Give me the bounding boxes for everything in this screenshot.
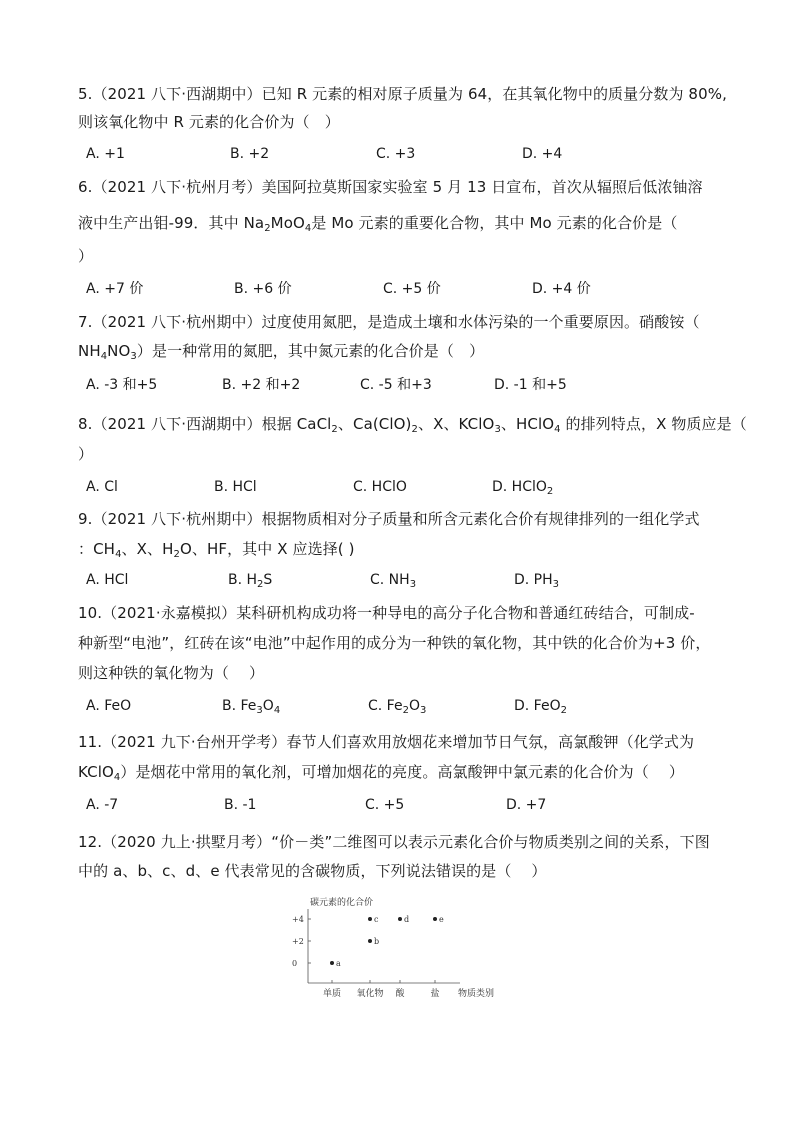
q7-option-d[interactable]: D. -1 和+5	[494, 377, 567, 393]
question-8-line-2	[78, 444, 718, 464]
text: O、HF，其中 X 应选择( )	[179, 540, 355, 558]
text: B. H	[228, 572, 258, 588]
q7-option-c[interactable]: C. -5 和+3	[360, 377, 432, 393]
question-text: 过度使用氮肥，是造成土壤和水体污染的一个重要原因。硝酸铵（	[261, 313, 700, 331]
question-6-line-3	[78, 246, 718, 266]
question-7-line-2	[78, 341, 718, 361]
q11-option-a[interactable]: A. -7	[86, 797, 119, 813]
text: 中的 a、b、c、d、e 代表常见的含碳物质，下列说法错误的是（ ）	[78, 862, 547, 880]
q11-option-d[interactable]: D. +7	[506, 797, 547, 813]
chart-xlabel: 物质类别	[458, 989, 495, 999]
text: KClO	[78, 763, 114, 781]
subscript: 4	[115, 549, 122, 560]
question-text: 美国阿拉莫斯国家实验室 5 月 13 日宣布，首次从辐照后低浓铀溶	[261, 178, 703, 196]
subscript: 3	[409, 579, 417, 590]
text: D. HClO	[492, 479, 547, 495]
text: D. FeO	[514, 698, 561, 714]
text: 的排列特点，X 物质应是（	[560, 415, 747, 433]
text: ：CH	[78, 540, 116, 558]
subscript: 4	[304, 223, 312, 234]
question-9-line-1	[78, 509, 718, 529]
text: B. Fe	[222, 698, 257, 714]
subscript: 3	[130, 351, 137, 362]
text: C. NH	[370, 572, 410, 588]
q8-option-a[interactable]: A. Cl	[86, 479, 118, 495]
chart-y-tick-label: +2	[292, 937, 304, 946]
q10-option-d[interactable]	[514, 697, 567, 715]
chart-point-c	[368, 917, 372, 921]
question-number: 6.	[78, 178, 93, 196]
text: ）是一种常用的氮肥，其中氮元素的化合价是（ ）	[136, 342, 485, 360]
chart-point-d	[398, 917, 402, 921]
question-source: （2021 八下·杭州期中）	[92, 313, 262, 331]
text: ）	[78, 247, 94, 265]
question-number: 10.	[78, 604, 103, 622]
q9-option-b[interactable]	[228, 571, 272, 589]
q6-option-c[interactable]: C. +5 价	[383, 281, 441, 297]
chart-point-label: d	[404, 915, 410, 924]
question-10-line-2	[78, 633, 718, 653]
question-text: 已知 R 元素的相对原子质量为 64，在其氧化物中的质量分数为 80%,	[261, 85, 727, 103]
text: ）	[78, 445, 94, 463]
question-number: 5.	[78, 85, 93, 103]
question-text: “价－类”二维图可以表示元素化合价与物质类别之间的关系，下图	[271, 833, 710, 851]
question-6-line-2	[78, 213, 718, 233]
chart-y-tick-label: +4	[292, 915, 304, 924]
text: NO	[107, 342, 131, 360]
subscript: 4	[554, 424, 561, 435]
q9-option-d[interactable]	[514, 571, 559, 589]
chart-x-tick-label: 单质	[322, 989, 342, 999]
text: 、HClO	[500, 415, 555, 433]
question-6-line-1	[78, 177, 718, 197]
text: O	[408, 698, 420, 714]
valence-class-chart	[290, 895, 510, 1003]
chart-x-tick-label: 酸	[395, 989, 405, 999]
subscript: 4	[100, 351, 108, 362]
question-source: （2021 八下·杭州期中）	[92, 510, 262, 528]
q9-option-a[interactable]: A. HCl	[86, 572, 129, 588]
chart-point-a	[330, 961, 334, 965]
q9-option-c[interactable]	[370, 571, 416, 589]
subscript: 3	[494, 424, 501, 435]
q5-option-c[interactable]: C. +3	[376, 146, 416, 162]
subscript: 4	[113, 772, 121, 783]
text: 、X、H	[121, 540, 174, 558]
question-text: 根据物质相对分子质量和所含元素化合价有规律排列的一组化学式	[261, 510, 700, 528]
question-5-line-2	[78, 112, 718, 132]
question-10-line-1	[78, 603, 718, 623]
question-source: （2021 八下·西湖期中）	[92, 85, 262, 103]
subscript: 2	[402, 705, 409, 716]
text: 则这种铁的氧化物为（ ）	[78, 664, 265, 682]
text: 、X、KClO	[417, 415, 495, 433]
question-number: 8.	[78, 415, 93, 433]
question-source: （2020 九上·拱墅月考）	[102, 833, 272, 851]
chart-x-tick-label: 氧化物	[356, 989, 384, 999]
chart-ylabel: 碳元素的化合价	[310, 898, 374, 908]
question-9-line-2	[78, 539, 718, 559]
chart-point-label: e	[439, 915, 444, 924]
q5-option-a[interactable]: A. +1	[86, 146, 125, 162]
text: NH	[78, 342, 101, 360]
q8-option-b[interactable]: B. HCl	[214, 479, 257, 495]
text: D. PH	[514, 572, 553, 588]
text: ）是烟花中常用的氧化剂，可增加烟花的亮度。高氯酸钾中氯元素的化合价为（ ）	[120, 763, 684, 781]
question-text: 则该氧化物中 R 元素的化合价为（ ）	[78, 113, 340, 131]
question-number: 11.	[78, 733, 103, 751]
subscript: 2	[257, 579, 264, 590]
q10-option-a[interactable]: A. FeO	[86, 698, 132, 714]
question-source: （2021 八下·杭州月考）	[92, 178, 262, 196]
question-10-line-3	[78, 663, 718, 683]
subscript: 2	[411, 424, 418, 435]
text: S	[263, 572, 273, 588]
question-11-line-2	[78, 762, 718, 782]
chart-point-label: c	[374, 915, 379, 924]
question-12-line-2	[78, 861, 718, 881]
q6-option-b[interactable]: B. +6 价	[234, 281, 292, 297]
q8-option-d[interactable]	[492, 478, 553, 496]
text: 是 Mo 元素的重要化合物，其中 Mo 元素的化合价是（	[311, 214, 678, 232]
q7-option-a[interactable]: A. -3 和+5	[86, 377, 158, 393]
question-source: （2021 九下·台州开学考）	[102, 733, 287, 751]
q5-option-b[interactable]: B. +2	[230, 146, 270, 162]
subscript: 2	[331, 424, 338, 435]
q10-option-b[interactable]	[222, 697, 280, 715]
text: MoO	[270, 214, 305, 232]
q8-option-c[interactable]: C. HClO	[353, 479, 407, 495]
question-7-line-1	[78, 312, 718, 332]
question-12-line-1	[78, 832, 718, 852]
text: 液中生产出钼-99．其中 Na	[78, 214, 265, 232]
q11-option-c[interactable]: C. +5	[365, 797, 405, 813]
subscript: 3	[552, 579, 560, 590]
subscript: 3	[419, 705, 427, 716]
subscript: 2	[173, 549, 180, 560]
q11-option-b[interactable]: B. -1	[224, 797, 257, 813]
q10-option-c[interactable]	[368, 697, 426, 715]
chart-point-label: a	[336, 959, 341, 968]
question-text: 某科研机构成功将一种导电的高分子化合物和普通红砖结合，可制成-	[236, 604, 695, 622]
question-11-line-1	[78, 732, 718, 752]
chart-point-label: b	[374, 937, 380, 946]
subscript: 3	[256, 705, 263, 716]
question-8-line-1	[78, 414, 747, 435]
question-number: 9.	[78, 510, 93, 528]
question-number: 7.	[78, 313, 93, 331]
subscript: 4	[273, 705, 281, 716]
subscript: 2	[546, 486, 554, 497]
text: 根据 CaCl	[261, 415, 332, 433]
subscript: 2	[264, 223, 271, 234]
chart-y-tick-label: 0	[292, 959, 298, 968]
subscript: 2	[560, 705, 567, 716]
text: 种新型“电池”，红砖在该“电池”中起作用的成分为一种铁的氧化物，其中铁的化合价为+3 价，	[78, 634, 711, 652]
q6-option-a[interactable]: A. +7 价	[86, 281, 144, 297]
question-source: （2021·永嘉模拟）	[102, 604, 237, 622]
chart-point-b	[368, 939, 372, 943]
text: O	[262, 698, 274, 714]
chart-x-tick-label: 盐	[430, 989, 440, 999]
chart-point-e	[433, 917, 437, 921]
q7-option-b[interactable]: B. +2 和+2	[222, 377, 301, 393]
question-5-line-1	[78, 84, 727, 104]
question-number: 12.	[78, 833, 103, 851]
q6-option-d[interactable]: D. +4 价	[532, 281, 591, 297]
question-source: （2021 八下·西湖期中）	[92, 415, 262, 433]
q5-option-d[interactable]: D. +4	[522, 146, 563, 162]
question-text: 春节人们喜欢用放烟花来增加节日气氛，高氯酸钾（化学式为	[286, 733, 695, 751]
text: C. Fe	[368, 698, 403, 714]
text: 、Ca(ClO)	[337, 415, 412, 433]
